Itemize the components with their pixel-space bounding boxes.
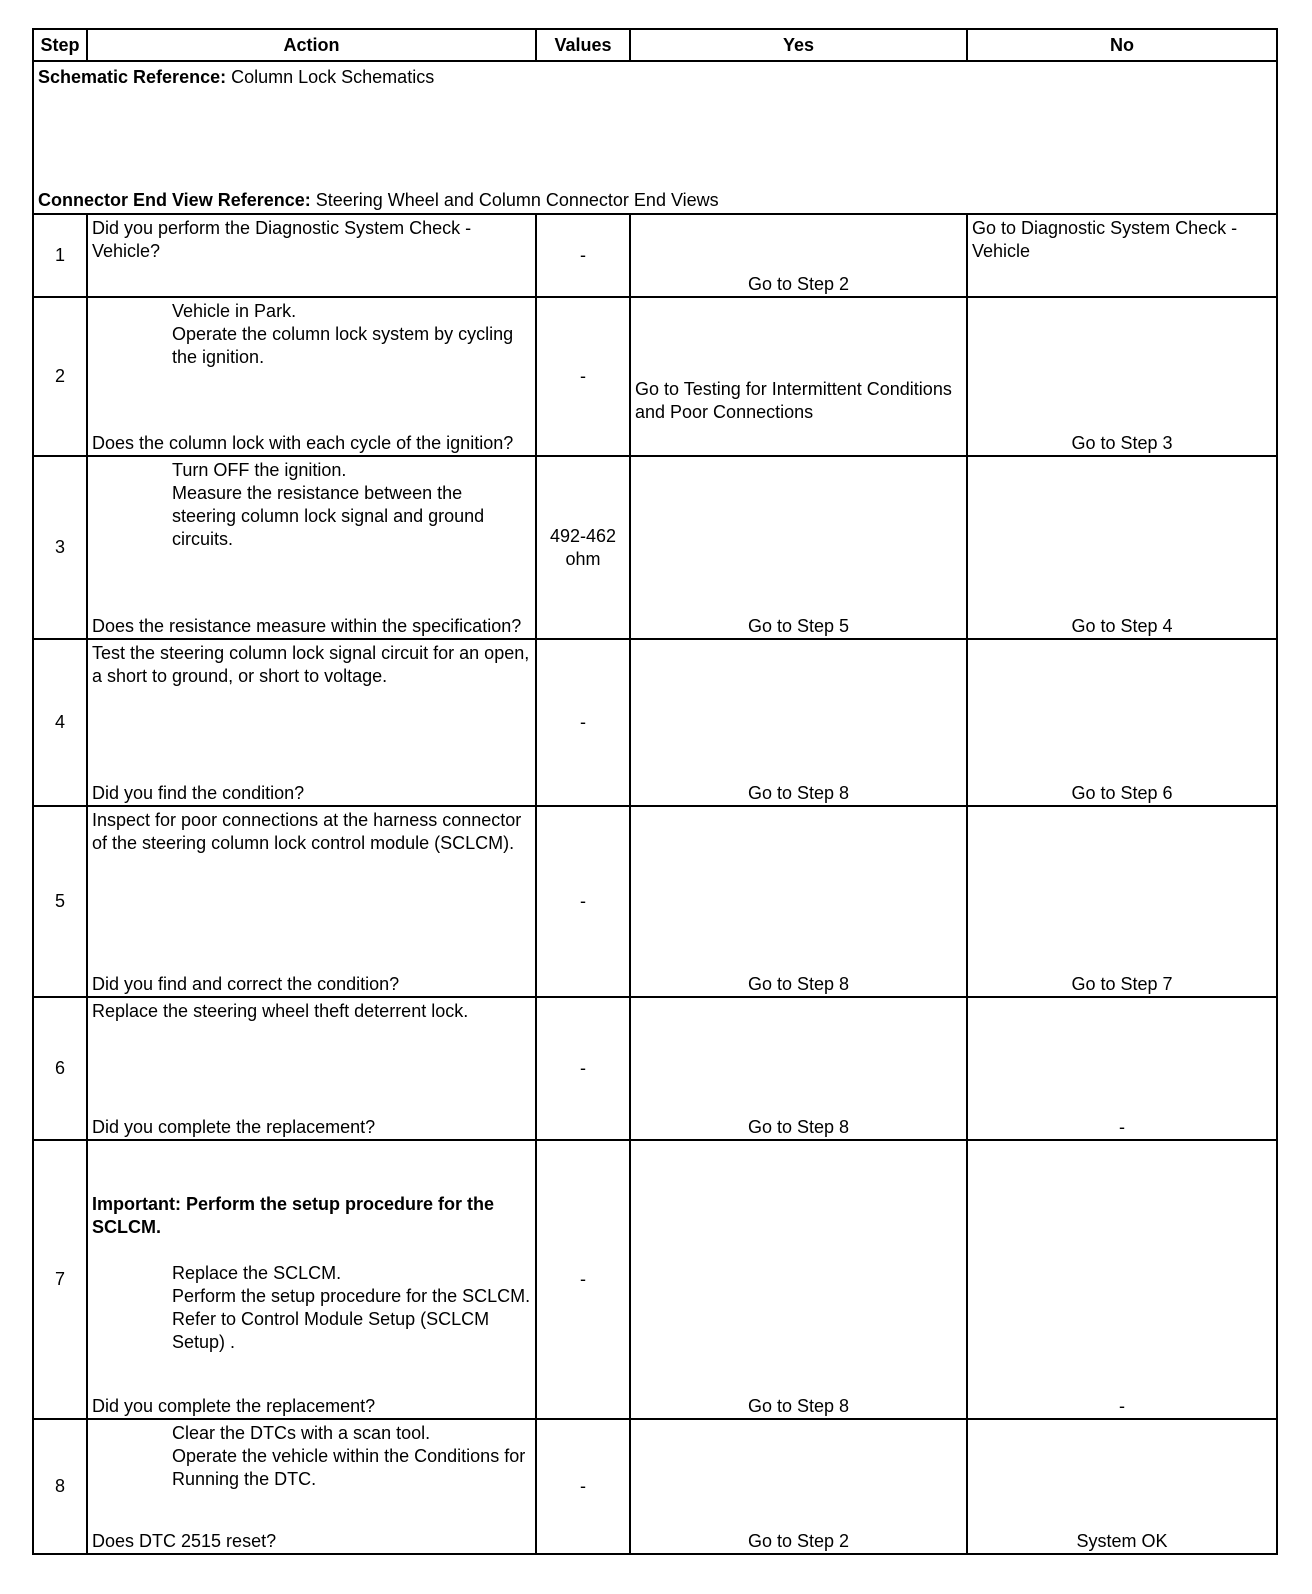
action-instruction: Vehicle in Park. — [172, 301, 297, 321]
step-value: - — [536, 997, 630, 1140]
diagnostic-table — [32, 28, 1278, 1555]
step-action — [87, 806, 536, 997]
header-no: No — [967, 29, 1277, 61]
step-action — [87, 1419, 536, 1554]
yes-text: Go to Step 8 — [747, 1396, 850, 1416]
step-number: 6 — [33, 997, 87, 1140]
step-value: - — [536, 806, 630, 997]
action-instruction: Turn OFF the ignition. — [172, 460, 347, 480]
action-text: Did you perform the Diagnostic System Check - Vehicle? — [92, 218, 472, 261]
table-row — [33, 1140, 1277, 1419]
table-row — [33, 214, 1277, 297]
table-row — [33, 997, 1277, 1140]
table-row — [33, 806, 1277, 997]
step-value: 492-462 ohm — [536, 456, 630, 639]
yes-text: Go to Step 8 — [747, 974, 850, 994]
no-text: Go to Step 6 — [1071, 783, 1173, 803]
action-text: Test the steering column lock signal circuit for an open, a short to ground, or short to voltage. — [92, 643, 530, 686]
step-number: 7 — [33, 1140, 87, 1419]
action-instruction: Replace the SCLCM. — [172, 1263, 342, 1283]
action-question: Does the column lock with each cycle of the ignition? — [92, 433, 514, 453]
no-text: Go to Diagnostic System Check - Vehicle — [972, 218, 1238, 261]
step-no — [967, 1140, 1277, 1419]
step-no — [967, 997, 1277, 1140]
connector-reference — [38, 189, 719, 212]
yes-text: Go to Step 8 — [747, 783, 850, 803]
step-action — [87, 297, 536, 456]
step-action — [87, 456, 536, 639]
connector-reference-value: Steering Wheel and Column Connector End Views — [315, 190, 719, 210]
step-no — [967, 297, 1277, 456]
action-instruction: Measure the resistance between the steering column lock signal and ground circuits. — [172, 483, 485, 549]
action-instruction: Clear the DTCs with a scan tool. — [172, 1423, 431, 1443]
step-yes — [630, 1140, 967, 1419]
action-text: Replace the steering wheel theft deterrent lock. — [92, 1001, 469, 1021]
action-instruction: Operate the column lock system by cycling the ignition. — [172, 324, 514, 367]
step-action — [87, 1140, 536, 1419]
step-yes — [630, 806, 967, 997]
no-text: Go to Step 3 — [1071, 433, 1173, 453]
step-yes — [630, 297, 967, 456]
step-action — [87, 997, 536, 1140]
action-text: Inspect for poor connections at the harness connector of the steering column lock control module (SCLCM). — [92, 810, 522, 853]
step-number: 1 — [33, 214, 87, 297]
yes-text: Go to Step 2 — [747, 274, 850, 294]
reference-row — [33, 61, 1277, 214]
no-text: System OK — [1076, 1531, 1168, 1551]
action-important: Important: Perform the setup procedure for the SCLCM. — [92, 1194, 495, 1237]
step-value: - — [536, 1140, 630, 1419]
step-number: 2 — [33, 297, 87, 456]
step-number: 5 — [33, 806, 87, 997]
schematic-reference-value: Column Lock Schematics — [231, 67, 435, 87]
step-yes — [630, 997, 967, 1140]
step-number: 8 — [33, 1419, 87, 1554]
header-row — [33, 29, 1277, 61]
step-value: - — [536, 214, 630, 297]
action-instruction: Perform the setup procedure for the SCLCM. Refer to Control Module Setup (SCLCM Setup) . — [172, 1286, 531, 1352]
step-no — [967, 214, 1277, 297]
action-question: Does DTC 2515 reset? — [92, 1531, 277, 1551]
table-row — [33, 297, 1277, 456]
step-no — [967, 1419, 1277, 1554]
step-action — [87, 214, 536, 297]
step-value: - — [536, 297, 630, 456]
step-no — [967, 456, 1277, 639]
schematic-reference-label: Schematic Reference: — [38, 67, 227, 87]
no-text: Go to Step 4 — [1071, 616, 1173, 636]
step-value: - — [536, 639, 630, 806]
no-text: - — [1119, 1396, 1125, 1416]
header-action: Action — [87, 29, 536, 61]
step-yes — [630, 456, 967, 639]
action-question: Did you complete the replacement? — [92, 1396, 376, 1416]
no-text: - — [1119, 1117, 1125, 1137]
yes-text: Go to Step 8 — [747, 1117, 850, 1137]
yes-text: Go to Step 5 — [747, 616, 850, 636]
action-question: Did you find and correct the condition? — [92, 974, 400, 994]
header-values: Values — [536, 29, 630, 61]
yes-text: Go to Step 2 — [747, 1531, 850, 1551]
step-value: - — [536, 1419, 630, 1554]
action-question: Did you complete the replacement? — [92, 1117, 376, 1137]
header-step: Step — [33, 29, 87, 61]
step-yes — [630, 214, 967, 297]
reference-cell — [33, 61, 1277, 214]
table-row — [33, 456, 1277, 639]
action-question: Did you find the condition? — [92, 783, 305, 803]
action-instruction: Operate the vehicle within the Conditions for Running the DTC. — [172, 1446, 526, 1489]
table-row — [33, 1419, 1277, 1554]
header-yes: Yes — [630, 29, 967, 61]
step-yes — [630, 1419, 967, 1554]
no-text: Go to Step 7 — [1071, 974, 1173, 994]
connector-reference-label: Connector End View Reference: — [38, 190, 311, 210]
schematic-reference — [38, 66, 1272, 89]
step-no — [967, 639, 1277, 806]
step-number: 3 — [33, 456, 87, 639]
step-number: 4 — [33, 639, 87, 806]
step-yes — [630, 639, 967, 806]
table-row — [33, 639, 1277, 806]
step-no — [967, 806, 1277, 997]
step-action — [87, 639, 536, 806]
yes-text: Go to Testing for Intermittent Conditions and Poor Connections — [635, 379, 952, 422]
action-question: Does the resistance measure within the specification? — [92, 616, 522, 636]
